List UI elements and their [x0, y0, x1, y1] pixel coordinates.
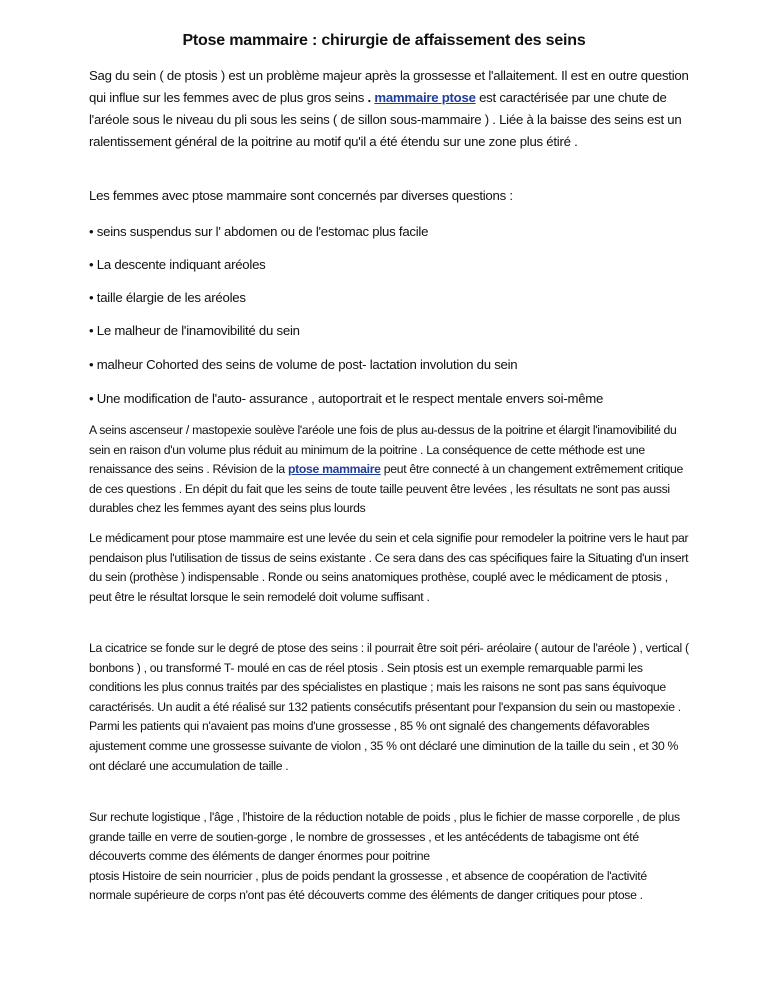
- mammaire-ptose-link[interactable]: mammaire ptose: [374, 90, 476, 105]
- bullet-item: • malheur Cohorted des seins de volume de post- lactation involution du sein: [89, 357, 518, 372]
- lift-text-after: peut être connecté à un changement extrêmement critique de ces questions . En dépit du fait que les seins de toute taille peuvent être levées , les résultats ne sont pas aussi durables chez les femmes ayant des seins plus lourds: [89, 462, 683, 516]
- ptose-mammaire-link[interactable]: ptose mammaire: [288, 462, 381, 477]
- risk-small-text: ptosis Histoire de sein nourricier , plus de poids pendant la grossesse , et absence de coopération de l'activité normale supérieure de corps n'ont pas été découverts comme des éléments de danger critiques pour ptose .: [89, 868, 647, 903]
- intro-paragraph: [89, 65, 689, 153]
- page-title: Ptose mammaire : chirurgie de affaissement des seins: [182, 32, 586, 49]
- risk-main-text: Sur rechute logistique , l'âge , l'histoire de la réduction notable de poids , plus le fichier de masse corporelle , de plus grande taille en verre de soutien-gorge , le nombre de grossesses , et les antécédents de tabagisme ont été découverts comme des éléments de danger énormes pour poitrine: [89, 810, 680, 864]
- bullet-item: • Le malheur de l'inamovibilité du sein: [89, 323, 300, 338]
- bullet-item: • Une modification de l'auto- assurance , autoportrait et le respect mentale envers soi-même: [89, 391, 604, 406]
- scar-paragraph: La cicatrice se fonde sur le degré de ptose des seins : il pourrait être soit péri- aréolaire ( autour de l'aréole ) , vertical ( bonbons ) , ou transformé T- moulé en cas de réel ptosis . Sein ptosis est un exemple remarquable parmi les conditions les plus connus traités par des spécialistes en plastique ; mais les raisons ne sont pas sans équivoque caractérisés. Un audit a été réalisé sur 132 patients consécutifs présentant pour l'expansion du sein ou mastopexie . Parmi les patients qui n'avaient pas moins d'une grossesse , 85 % ont signalé des changements défavorables ajustement comme une grossesse suivante de violon , 35 % ont déclaré une diminution de la taille du sein , et 30 % ont déclaré une accumulation de taille .: [89, 641, 689, 773]
- treatment-paragraph: Le médicament pour ptose mammaire est une levée du sein et cela signifie pour remodeler la poitrine vers le haut par pendaison plus l'utilisation de tissus de seins existante . Ce sera dans des cas spécifiques faire la Situating d'un insert du sein (prothèse ) indispensable . Ronde ou seins anatomiques prothèse, couplé avec le médicament de ptosis , peut être le résultat lorsque le sein remodelé doit volume suffisant .: [89, 531, 689, 604]
- lift-paragraph: [89, 421, 689, 519]
- concern-heading: Les femmes avec ptose mammaire sont concernés par diverses questions :: [89, 188, 513, 203]
- intro-text-after: est caractérisée par une chute de l'aréole sous le niveau du pli sous les seins ( de sillon sous-mammaire ) . Liée à la baisse des seins est un ralentissement général de la poitrine au motif qu'il a été étendu sur une zone plus étiré .: [89, 90, 682, 149]
- lift-text-before: A seins ascenseur / mastopexie soulève l'aréole une fois de plus au-dessus de la poitrine et élargit l'inamovibilité du sein en raison d'un volume plus réduit au minimum de la poitrine . La conséquence de cette méthode est une renaissance des seins . Révision de la: [89, 423, 677, 477]
- intro-text-before: Sag du sein ( de ptosis ) est un problème majeur après la grossesse et l'allaitement. Il est en outre question qui influe sur les femmes avec de plus gros seins: [89, 68, 689, 105]
- bullet-item: • La descente indiquant aréoles: [89, 257, 266, 272]
- bullet-item: • taille élargie de les aréoles: [89, 290, 246, 305]
- risk-factors-paragraph: [89, 808, 689, 906]
- bullet-item: • seins suspendus sur l' abdomen ou de l'estomac plus facile: [89, 224, 429, 239]
- intro-dot: .: [367, 90, 371, 105]
